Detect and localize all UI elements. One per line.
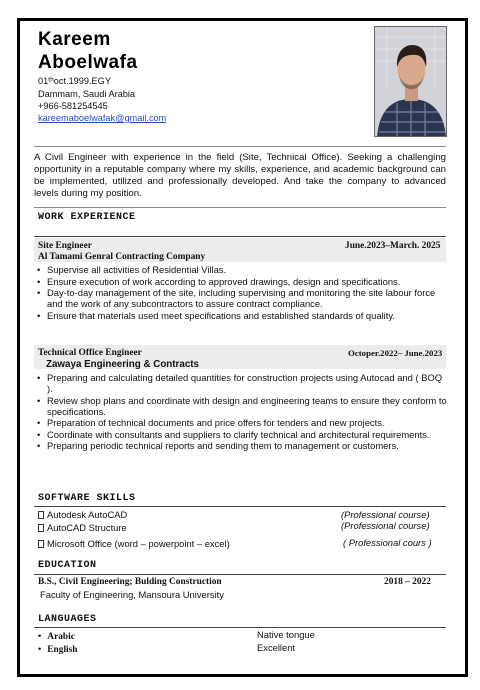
school: Faculty of Engineering, Mansoura University (40, 589, 224, 600)
list-item: • Day-to-day management of the site, including supervising and monitoring the site labour force and the work of any subcontractors to assure contract compliance. (34, 287, 448, 309)
language-row-2: • English (38, 643, 78, 655)
list-item: • Coordinate with consultants and suppliers to clarify technical and architectural requirements. (34, 429, 448, 440)
checkbox-icon (38, 511, 44, 519)
skill-name: Microsoft Office (word – powerpoint – excel) (47, 538, 230, 549)
skill-name: Autodesk AutoCAD (47, 509, 128, 520)
education-years: 2018 – 2022 (384, 577, 431, 587)
list-item: • Preparing periodic technical reports and sending them to management or customers. (34, 440, 448, 451)
degree: B.S., Civil Engineering; Bulding Construction (38, 577, 222, 587)
location: Dammam, Saudi Arabia (38, 89, 136, 99)
language-row-1: • Arabic (38, 630, 75, 642)
language-name: English (47, 645, 78, 655)
section-heading-software: SOFTWARE SKILLS (38, 493, 136, 504)
job-company-2: Zawaya Engineering & Contracts (46, 359, 199, 370)
checkbox-icon (38, 524, 44, 532)
job-dates-1: June.2023–March. 2025 (345, 241, 441, 251)
job-title-1: Site Engineer (38, 241, 92, 251)
education-rule (34, 574, 446, 575)
skill-note: ( Professional cours ) (343, 537, 432, 548)
phone: +966-581254545 (38, 101, 108, 111)
summary-rule (34, 207, 446, 208)
job-dates-2: Octoper.2022– June.2023 (348, 348, 443, 358)
portrait-image (375, 27, 447, 137)
skill-name: AutoCAD Structure (47, 522, 127, 533)
checkbox-icon (38, 540, 44, 548)
languages-rule (34, 627, 446, 628)
software-rule (34, 506, 446, 507)
work-rule (34, 236, 446, 237)
list-item: • Preparation of technical documents and price offers for tenders and new projects. (34, 417, 448, 428)
skill-note: (Professional course) (341, 520, 430, 531)
language-name: Arabic (47, 632, 75, 642)
header-rule (34, 146, 446, 147)
list-item: • Review shop plans and coordinate with design and engineering teams to ensure they conform to specifications. (34, 395, 448, 417)
language-level: Native tongue (257, 629, 315, 640)
skill-note: (Professional course) (341, 509, 430, 520)
date-of-birth: 01ᵗʰoct.1999.EGY (38, 76, 111, 86)
section-heading-education: EDUCATION (38, 560, 97, 571)
section-heading-languages: LANGUAGES (38, 614, 97, 625)
list-item: • Preparing and calculating detailed quantities for construction projects using Autocad and ( BOQ ). (34, 372, 448, 394)
email-link[interactable]: kareemaboelwafak@gmail.com (38, 113, 167, 123)
job-duties-1 (34, 264, 448, 321)
profile-summary: A Civil Engineer with experience in the field (Site, Technical Office). Seeking a challenging opportunity in a reputable company where my skills, experience, and academic background can be implemented, utilized and professionally developed. And take the company to advanced levels during my position. (34, 152, 446, 199)
language-level: Excellent (257, 642, 296, 653)
list-item: • Ensure that materials used meet specifications and established standards of quality. (34, 310, 448, 321)
name-first: Kareem (38, 29, 111, 50)
section-heading-work: WORK EXPERIENCE (38, 212, 136, 223)
name-last: Aboelwafa (38, 52, 138, 73)
list-item: • Ensure execution of work according to approved drawings, design and specifications. (34, 276, 448, 287)
job-title-2: Technical Office Engineer (38, 348, 142, 358)
job-duties-2 (34, 372, 448, 452)
profile-photo (374, 26, 447, 137)
list-item: • Supervise all activities of Residential Villas. (34, 264, 448, 275)
job-company-1: Al Tamami Genral Contracting Company (38, 252, 206, 262)
